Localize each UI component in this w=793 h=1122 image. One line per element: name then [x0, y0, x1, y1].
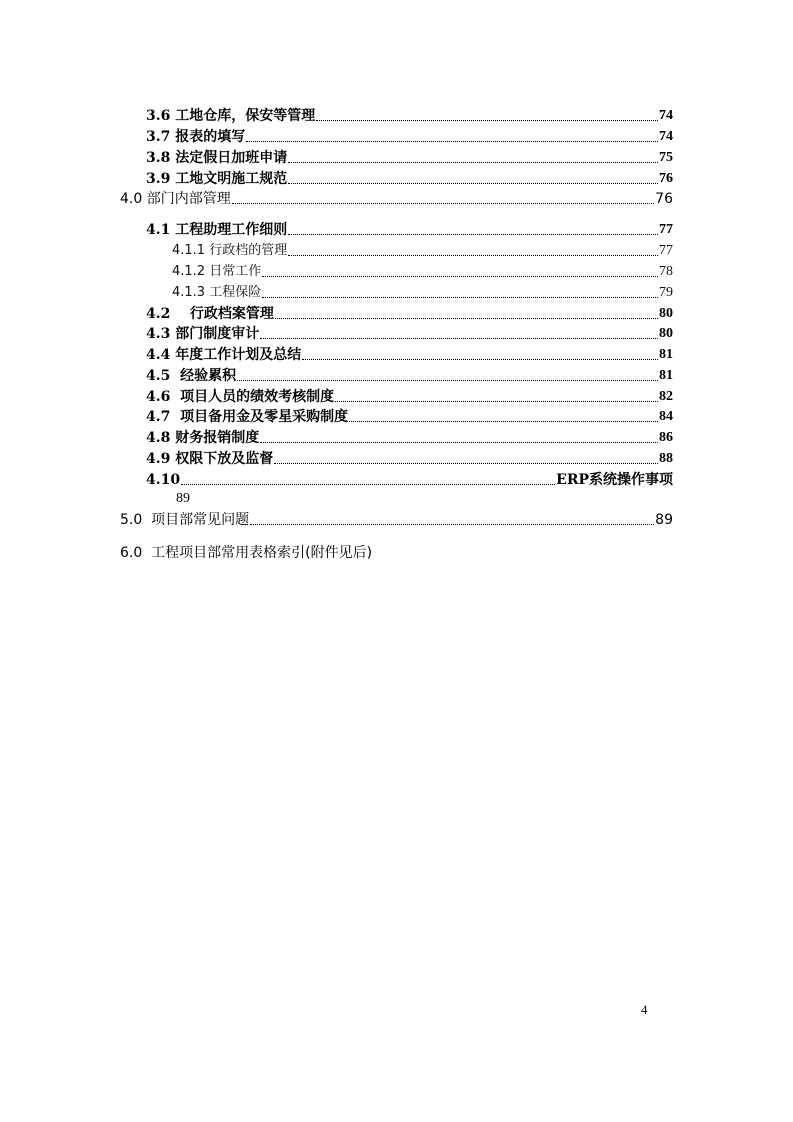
toc-entry-4-3[interactable] [146, 325, 673, 343]
toc-entry-page: 81 [659, 368, 673, 383]
toc-entry-4-1-1[interactable] [172, 242, 673, 260]
dot-leader [316, 119, 658, 121]
toc-entry-4-8[interactable] [146, 429, 673, 447]
toc-entry-3-8[interactable] [146, 149, 673, 167]
toc-entry-4-5[interactable] [146, 367, 673, 385]
toc-entry-label: 4.9 权限下放及监督 [146, 451, 274, 467]
toc-entry-page: 89 [655, 512, 673, 528]
toc-entry-page: 80 [659, 306, 673, 321]
toc-entry-label: 4.0 部门内部管理 [120, 191, 231, 207]
toc-entry-3-9[interactable] [146, 170, 673, 188]
dot-leader [274, 462, 658, 464]
toc-entry-label: 4.1.2 日常工作 [172, 264, 262, 279]
dot-leader [181, 483, 555, 485]
toc-entry-label: 3.9 工地文明施工规范 [146, 171, 288, 187]
toc-entry-4-4[interactable] [146, 346, 673, 364]
toc-entry-page: 86 [659, 430, 673, 445]
toc-entry-label: 4.1 工程助理工作细则 [146, 222, 288, 238]
toc-entry-4-0[interactable] [120, 190, 673, 208]
toc-entry-label: 4.6 项目人员的绩效考核制度 [146, 389, 335, 405]
toc-entry-page: 76 [659, 171, 673, 186]
dot-leader [237, 379, 658, 381]
dot-leader [288, 254, 658, 256]
toc-entry-page: 82 [659, 389, 673, 404]
toc-entry-page[interactable]: 89 [176, 491, 190, 506]
dot-leader [260, 441, 658, 443]
toc-entry-label: 4.10 [146, 472, 181, 488]
toc-entry-label: 4.3 部门制度审计 [146, 326, 260, 342]
toc-entry-page: 79 [659, 285, 673, 300]
toc-entry-4-7[interactable] [146, 408, 673, 426]
toc-entry-page: 74 [659, 108, 673, 123]
toc-entry-4-1-3[interactable] [172, 284, 673, 302]
toc-entry-page: 80 [659, 326, 673, 341]
toc-entry-page: 77 [659, 222, 673, 237]
dot-leader [246, 140, 658, 142]
toc-entry-3-6[interactable] [146, 107, 673, 125]
toc-entry-page: 77 [659, 243, 673, 258]
toc-entry-label: 4.8 财务报销制度 [146, 430, 260, 446]
dot-leader [262, 296, 658, 298]
toc-entry-page: 76 [655, 191, 673, 207]
dot-leader [262, 275, 658, 277]
page-number: 4 [641, 1002, 648, 1017]
toc-entry-page: 81 [659, 347, 673, 362]
toc-entry-label: 4.1.1 行政档的管理 [172, 243, 288, 258]
dot-leader [232, 202, 654, 204]
toc-entry-page: 75 [659, 150, 673, 165]
toc-entry-3-7[interactable] [146, 128, 673, 146]
toc-entry-4-1[interactable] [146, 221, 673, 239]
dot-leader [288, 161, 658, 163]
toc-entry-4-10[interactable] [146, 471, 673, 489]
toc-entry-label: 4.1.3 工程保险 [172, 285, 262, 300]
toc-entry-page: 74 [659, 129, 673, 144]
toc-entry-page: 88 [659, 451, 673, 466]
dot-leader [288, 182, 658, 184]
toc-entry-6-0[interactable]: 6.0 工程项目部常用表格索引(附件见后) [120, 545, 373, 561]
dot-leader [275, 317, 658, 319]
dot-leader [302, 358, 658, 360]
toc-entry-label: 3.6 工地仓库，保安等管理 [146, 108, 316, 124]
toc-entry-label: 4.2 行政档案管理 [146, 306, 274, 322]
toc-entry-label: 5.0 项目部常见问题 [120, 512, 250, 528]
toc-entry-label-suffix: ERP系统操作事项 [556, 472, 673, 488]
toc-entry-5-0[interactable] [120, 511, 673, 529]
toc-entry-label: 4.4 年度工作计划及总结 [146, 347, 302, 363]
toc-entry-4-1-2[interactable] [172, 263, 673, 281]
toc-entry-4-6[interactable] [146, 388, 673, 406]
toc-entry-label: 4.7 项目备用金及零星采购制度 [146, 409, 349, 425]
dot-leader [335, 400, 658, 402]
toc-entry-page: 78 [659, 264, 673, 279]
toc-entry-4-9[interactable] [146, 450, 673, 468]
toc-entry-label: 3.8 法定假日加班申请 [146, 150, 288, 166]
toc-entry-label: 3.7 报表的填写 [146, 129, 246, 145]
dot-leader [260, 337, 658, 339]
dot-leader [288, 233, 658, 235]
toc-entry-page: 84 [659, 409, 673, 424]
dot-leader [250, 523, 654, 525]
toc-entry-label: 4.5 经验累积 [146, 368, 237, 384]
toc-entry-4-2[interactable] [146, 305, 673, 323]
dot-leader [349, 420, 658, 422]
